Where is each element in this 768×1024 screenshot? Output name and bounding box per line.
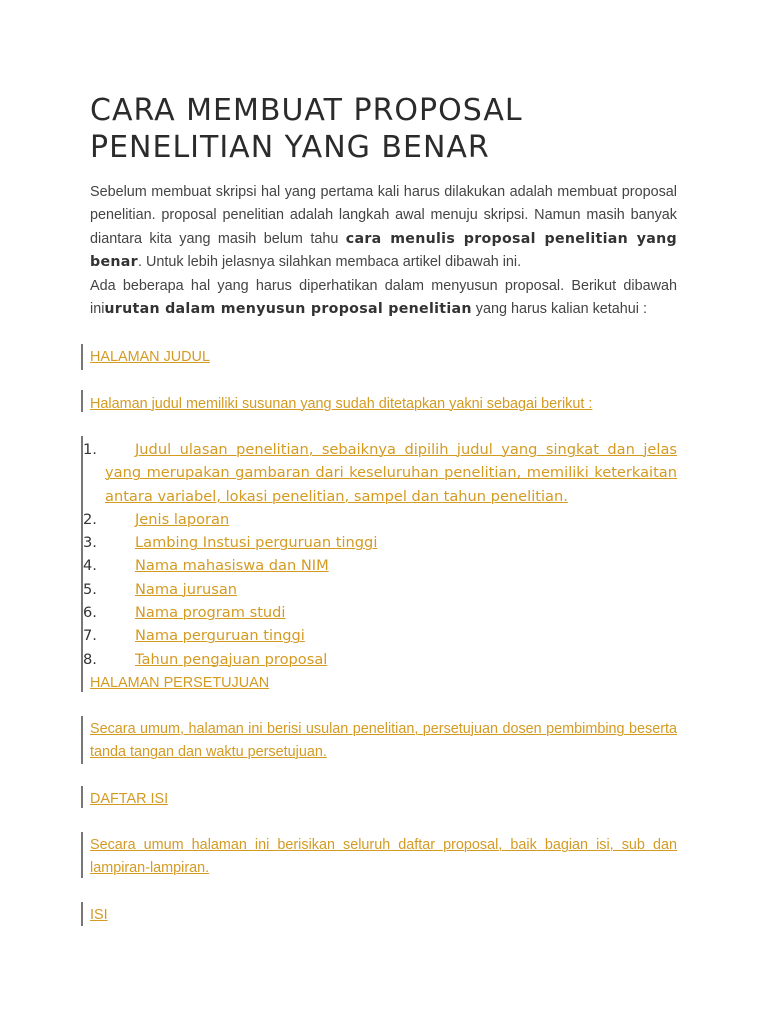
intro-text-2b: yang harus kalian ketahui :: [471, 301, 647, 318]
list-number: 7.: [83, 627, 97, 645]
edit-bar: [81, 902, 83, 926]
halaman-judul-desc-link[interactable]: Halaman judul memiliki susunan yang sudah ditetapkan yakni sebagai berikut :: [90, 396, 593, 412]
list-number: 5.: [83, 580, 97, 598]
list-item-link[interactable]: Jenis laporan: [135, 510, 230, 528]
intro-text-2a: Ada beberapa hal yang harus diperhatikan dalam menyusun proposal. Berikut dibawah ini: [90, 277, 677, 318]
intro-paragraph: [90, 181, 677, 321]
isi-link[interactable]: ISI: [90, 907, 108, 923]
edit-bar: [81, 786, 83, 808]
halaman-persetujuan-link[interactable]: HALAMAN PERSETUJUAN: [90, 675, 270, 691]
list-number: 2.: [83, 510, 97, 528]
list-item-link[interactable]: Judul ulasan penelitian, sebaiknya dipilih judul yang singkat dan jelas yang merupakan gambaran dari keseluruhan penelitian, memiliki keterkaitan antara variabel, lokasi penelitian, sampel dan tahun penelitian.: [105, 441, 677, 505]
list-number: 4.: [83, 557, 97, 575]
list-item: [83, 624, 677, 647]
list-item: [83, 508, 677, 531]
list-number: 6.: [83, 604, 97, 622]
halaman-judul-link[interactable]: HALAMAN JUDUL: [90, 349, 210, 365]
intro-bold-2: urutan dalam menyusun proposal penelitian: [104, 301, 472, 318]
daftar-isi-link[interactable]: DAFTAR ISI: [90, 791, 169, 807]
list-number: 3.: [83, 534, 97, 552]
section-halaman-judul: [90, 346, 677, 369]
title-line-2: PENELITIAN YANG BENAR: [90, 130, 490, 165]
list-item-link[interactable]: Tahun pengajuan proposal: [135, 650, 328, 668]
list-item: [83, 554, 677, 577]
edit-bar: [81, 716, 83, 764]
intro-text-1a: Sebelum membuat skripsi hal yang pertama kali harus dilakukan adalah membuat proposal penelitian. proposal penelitian adalah langkah awal menuju skripsi. Namun masih banyak diantara kita yang masih belum tahu: [90, 184, 677, 247]
halaman-judul-desc: [90, 393, 677, 416]
list-item: [83, 648, 677, 671]
edit-bar: [81, 832, 83, 878]
intro-text-1b: . Untuk lebih jelasnya silahkan membaca artikel dibawah ini.: [137, 254, 522, 271]
list-item: [83, 438, 677, 508]
halaman-persetujuan-desc-link[interactable]: Secara umum, halaman ini berisi usulan penelitian, persetujuan dosen pembimbing beserta tanda tangan dan waktu persetujuan.: [90, 721, 677, 761]
list-item-link[interactable]: Nama perguruan tinggi: [135, 627, 305, 645]
edit-bar: [81, 390, 83, 412]
page-title: [90, 92, 690, 166]
list-item-link[interactable]: Nama mahasiswa dan NIM: [135, 557, 329, 575]
list-item: [83, 601, 677, 624]
section-halaman-persetujuan: [90, 672, 677, 695]
list-item-link[interactable]: Nama jurusan: [135, 580, 238, 598]
halaman-persetujuan-desc: [90, 718, 677, 765]
section-isi: [90, 904, 677, 927]
list-item: [83, 578, 677, 601]
section-daftar-isi: [90, 788, 677, 811]
judul-items-list: [83, 438, 677, 671]
edit-bar: [81, 344, 83, 370]
title-line-1: CARA MEMBUAT PROPOSAL: [90, 93, 523, 128]
list-item-link[interactable]: Lambing Instusi perguruan tinggi: [135, 534, 378, 552]
list-item-link[interactable]: Nama program studi: [135, 604, 286, 622]
list-number: 1.: [83, 441, 97, 458]
intro-bold-1: cara menulis proposal penelitian yang benar: [90, 230, 678, 271]
daftar-isi-desc-link[interactable]: Secara umum halaman ini berisikan seluruh daftar proposal, baik bagian isi, sub dan lampiran-lampiran.: [90, 837, 677, 877]
list-item: [83, 531, 677, 554]
list-number: 8.: [83, 650, 97, 668]
daftar-isi-desc: [90, 834, 677, 881]
